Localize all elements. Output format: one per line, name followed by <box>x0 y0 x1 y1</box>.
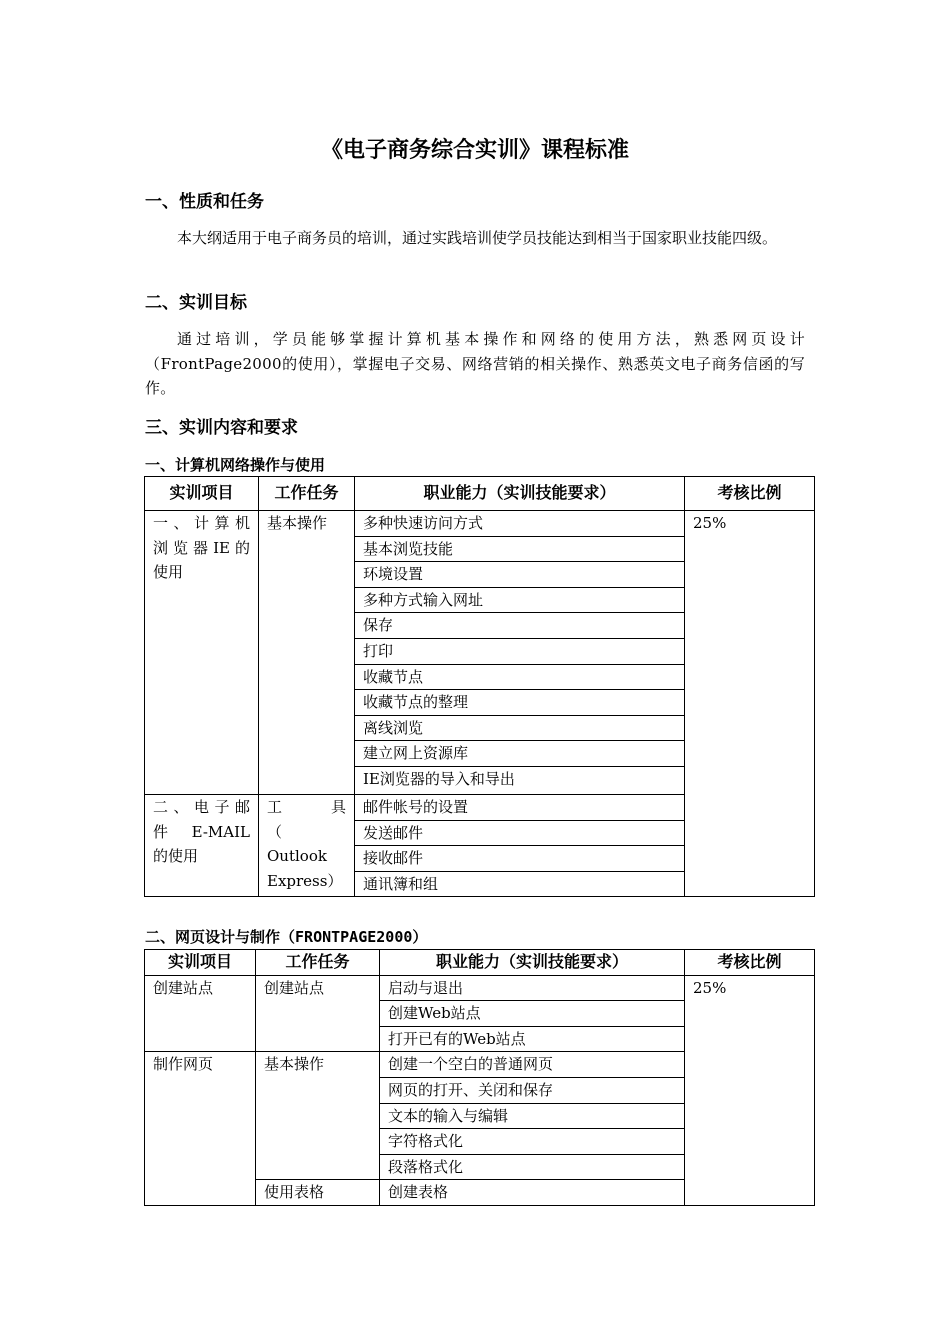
header-skill: 职业能力（实训技能要求） <box>355 477 685 511</box>
skill-cell: 创建一个空白的普通网页 <box>380 1052 685 1078</box>
header-ratio: 考核比例 <box>685 477 815 511</box>
section-text-nature: 本大纲适用于电子商务员的培训，通过实践培训使学员技能达到相当于国家职业技能四级。 <box>177 229 778 247</box>
task-cell-site: 创建站点 <box>256 975 380 1052</box>
project-line: 使用 <box>153 563 184 582</box>
skill-cell: 段落格式化 <box>380 1154 685 1180</box>
section-heading-goals: 二、实训目标 <box>145 293 247 313</box>
skill-cell: 创建表格 <box>380 1180 685 1206</box>
task-line: 工 具 <box>267 797 346 816</box>
skill-cell: 环境设置 <box>355 562 685 588</box>
skill-cell: 启动与退出 <box>380 975 685 1001</box>
header-project: 实训项目 <box>145 477 259 511</box>
skill-cell: 发送邮件 <box>355 820 685 846</box>
skill-cell: 收藏节点 <box>355 664 685 690</box>
table2-caption: 二、网页设计与制作（FRONTPAGE2000） <box>145 928 428 946</box>
skill-cell: 多种快速访问方式 <box>355 511 685 537</box>
section-heading-content: 三、实训内容和要求 <box>145 418 298 438</box>
skill-cell: 打印 <box>355 638 685 664</box>
skill-cell: 建立网上资源库 <box>355 741 685 767</box>
skill-cell: 邮件帐号的设置 <box>355 794 685 820</box>
table-row <box>145 975 815 1001</box>
project-cell-ie <box>145 511 259 795</box>
skill-cell: IE浏览器的导入和导出 <box>355 766 685 794</box>
table-webpage-design <box>144 949 815 1206</box>
table1-caption: 一、计算机网络操作与使用 <box>145 456 326 474</box>
skill-cell: 文本的输入与编辑 <box>380 1103 685 1129</box>
header-ratio: 考核比例 <box>685 950 815 976</box>
skill-cell: 通讯簿和组 <box>355 871 685 897</box>
skill-cell: 基本浏览技能 <box>355 536 685 562</box>
skill-cell: 接收邮件 <box>355 846 685 872</box>
task-cell-tools <box>259 794 355 896</box>
ratio-cell: 25% <box>685 975 815 1205</box>
project-cell-email <box>145 794 259 896</box>
header-task: 工作任务 <box>256 950 380 976</box>
task-cell-table: 使用表格 <box>256 1180 380 1206</box>
header-project: 实训项目 <box>145 950 256 976</box>
header-task: 工作任务 <box>259 477 355 511</box>
skill-cell: 收藏节点的整理 <box>355 690 685 716</box>
project-line: 浏览器IE的 <box>153 538 250 557</box>
section-heading-nature: 一、性质和任务 <box>145 192 264 212</box>
skill-cell: 打开已有的Web站点 <box>380 1026 685 1052</box>
skill-cell: 离线浏览 <box>355 715 685 741</box>
section-text-goals: 通过培训，学员能够掌握计算机基本操作和网络的使用方法，熟悉网页设计（FrontPage2000的使用），掌握电子交易、网络营销的相关操作、熟悉英文电子商务信函的写作。 <box>145 330 805 397</box>
skill-cell: 保存 <box>355 613 685 639</box>
table-row <box>145 511 815 537</box>
table-header-row <box>145 950 815 976</box>
project-line: 的使用 <box>153 847 199 866</box>
skill-cell: 字符格式化 <box>380 1129 685 1155</box>
task-line: （ Outlook <box>267 822 327 866</box>
table-network-operations <box>144 476 815 897</box>
task-cell-basic: 基本操作 <box>256 1052 380 1180</box>
task-cell-basic: 基本操作 <box>259 511 355 795</box>
skill-cell: 网页的打开、关闭和保存 <box>380 1077 685 1103</box>
task-line: Express） <box>267 871 343 890</box>
project-cell-site: 创建站点 <box>145 975 256 1052</box>
header-skill: 职业能力（实训技能要求） <box>380 950 685 976</box>
project-line: 一、计算机 <box>153 514 250 532</box>
skill-cell: 多种方式输入网址 <box>355 587 685 613</box>
project-cell-page: 制作网页 <box>145 1052 256 1206</box>
project-line: 二、电子邮 <box>153 797 250 816</box>
project-line: 件 E-MAIL <box>153 822 250 841</box>
ratio-cell: 25% <box>685 511 815 897</box>
document-title: 《电子商务综合实训》课程标准 <box>320 138 629 163</box>
table-header-row <box>145 477 815 511</box>
skill-cell: 创建Web站点 <box>380 1001 685 1027</box>
